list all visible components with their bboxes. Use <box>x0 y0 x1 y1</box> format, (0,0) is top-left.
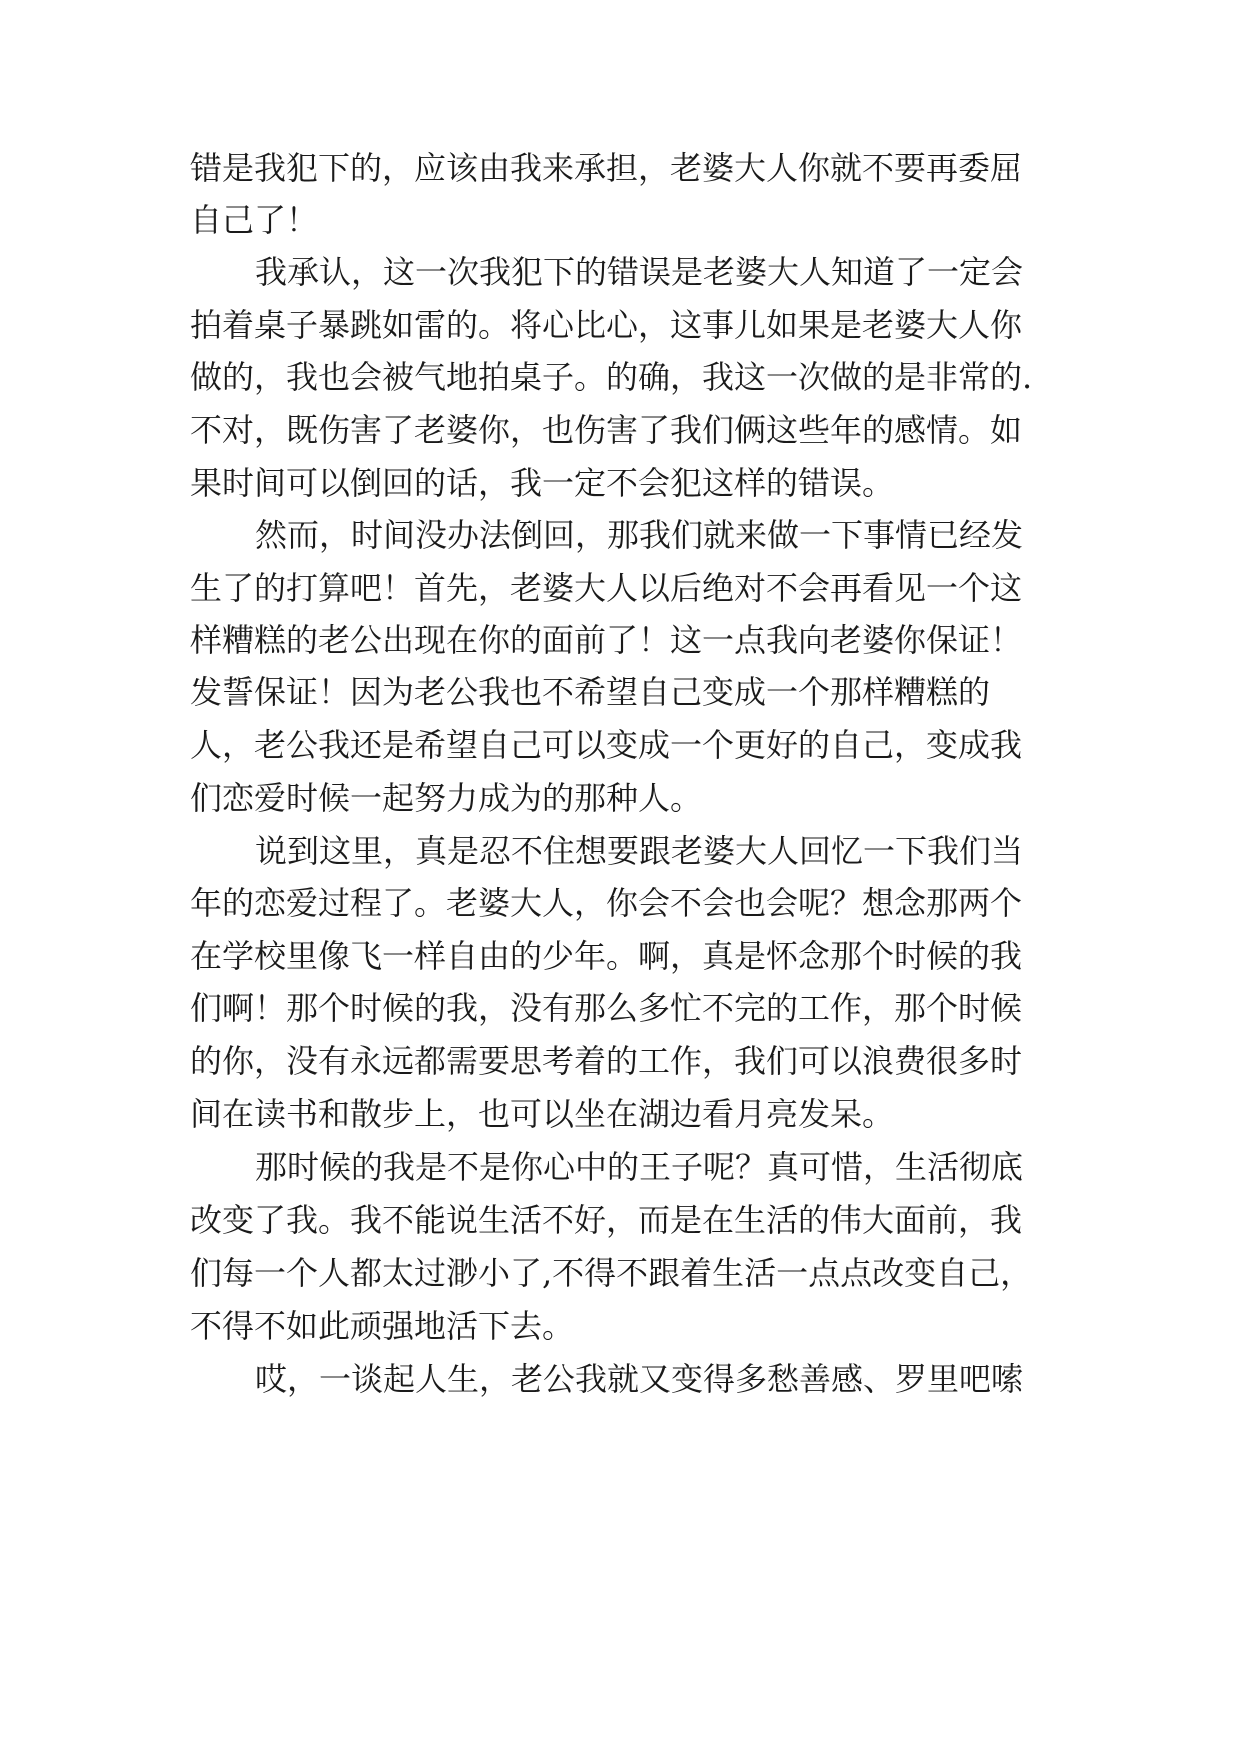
text-line: 们啊！那个时候的我，没有那么多忙不完的工作，那个时候 <box>190 989 1023 1027</box>
text-line: 年的恋爱过程了。老婆大人，你会不会也会呢？想念那两个 <box>190 884 1023 922</box>
paragraph-first-line: 哎，一谈起人生，老公我就又变得多愁善感、罗里吧嗦 <box>255 1360 1024 1398</box>
text-line: 发誓保证！因为老公我也不希望自己变成一个那样糟糕的 <box>190 673 991 711</box>
text-line: 人，老公我还是希望自己可以变成一个更好的自己，变成我 <box>190 726 1023 764</box>
text-line: 的你，没有永远都需要思考着的工作，我们可以浪费很多时 <box>190 1042 1023 1080</box>
paragraph-first-line: 说到这里，真是忍不住想要跟老婆大人回忆一下我们当 <box>255 832 1024 870</box>
text-line: 们恋爱时候一起努力成为的那种人。 <box>190 779 703 817</box>
text-line: 做的，我也会被气地拍桌子。的确，我这一次做的是非常的. <box>190 358 1033 396</box>
text-line: 自己了！ <box>190 201 319 239</box>
text-line: 不对，既伤害了老婆你，也伤害了我们俩这些年的感情。如 <box>190 411 1023 449</box>
text-line: 不得不如此顽强地活下去。 <box>190 1307 575 1345</box>
text-line: 间在读书和散步上，也可以坐在湖边看月亮发呆。 <box>190 1095 895 1133</box>
text-line: 在学校里像飞一样自由的少年。啊，真是怀念那个时候的我 <box>190 937 1023 975</box>
paragraph-first-line: 然而，时间没办法倒回，那我们就来做一下事情已经发 <box>255 516 1024 554</box>
text-line: 样糟糕的老公出现在你的面前了！这一点我向老婆你保证！ <box>190 621 1023 659</box>
text-line: 拍着桌子暴跳如雷的。将心比心，这事儿如果是老婆大人你 <box>190 306 1023 344</box>
paragraph-first-line: 我承认，这一次我犯下的错误是老婆大人知道了一定会 <box>255 253 1024 291</box>
text-line: 生了的打算吧！首先，老婆大人以后绝对不会再看见一个这 <box>190 569 1023 607</box>
text-line: 们每一个人都太过渺小了,不得不跟着生活一点点改变自己， <box>190 1254 1033 1292</box>
text-line: 果时间可以倒回的话，我一定不会犯这样的错误。 <box>190 464 895 502</box>
paragraph-first-line: 那时候的我是不是你心中的王子呢？真可惜，生活彻底 <box>255 1148 1024 1186</box>
text-line: 改变了我。我不能说生活不好，而是在生活的伟大面前，我 <box>190 1201 1023 1239</box>
text-line: 错是我犯下的，应该由我来承担，老婆大人你就不要再委屈 <box>190 149 1023 187</box>
